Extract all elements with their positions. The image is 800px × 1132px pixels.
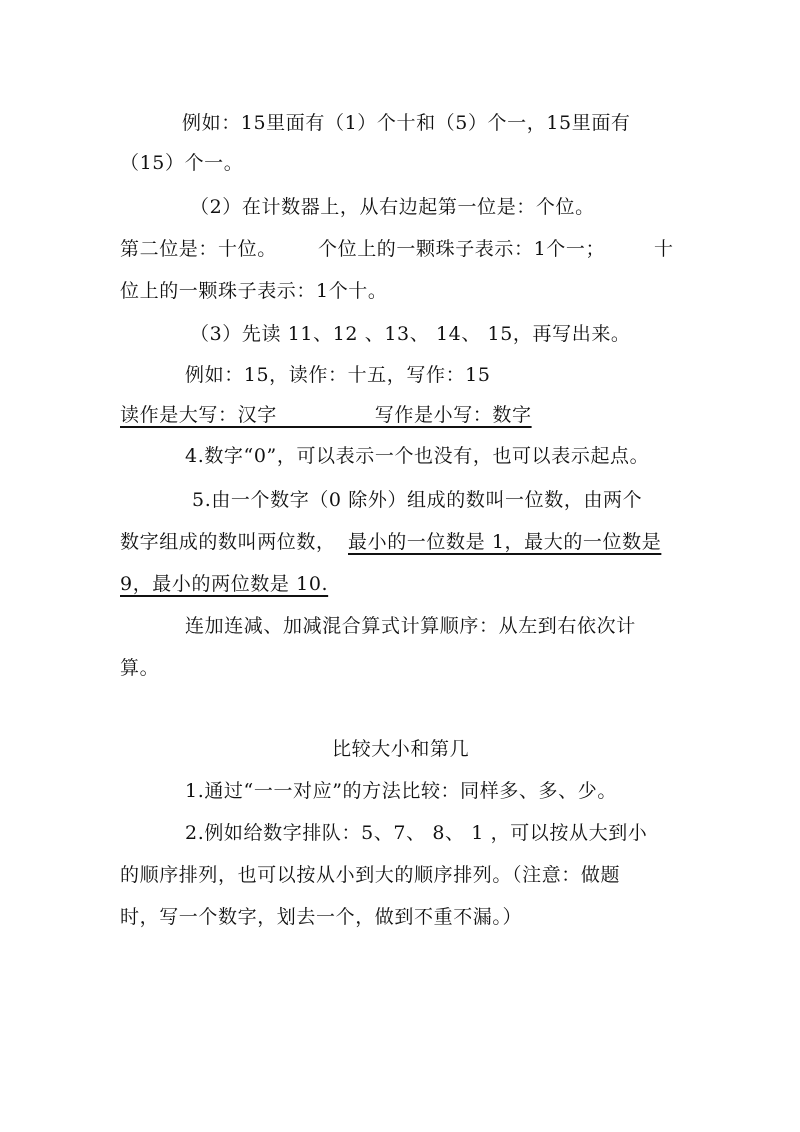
counter-line-2a: 第二位是：十位。 (120, 238, 277, 260)
compare-line-2: 2.例如给数字排队：5、7、 8、 1 ，可以按从大到小 (185, 822, 648, 844)
compare-line-4: 时，写一个数字，划去一个，做到不重不漏。） (120, 906, 523, 928)
read-write-line-1: （3）先读 11、12 、13、 14、 15，再写出来。 (190, 323, 631, 345)
example-line-1: 例如：15里面有（1）个十和（5）个一，15里面有 (182, 112, 631, 134)
digits-line-2b: 最小的一位数是 1，最大的一位数是 (348, 531, 662, 553)
section-title: 比较大小和第几 (332, 738, 470, 760)
counter-line-2b: 个位上的一颗珠子表示：1个一； (318, 238, 606, 260)
counter-line-1: （2）在计数器上，从右边起第一位是：个位。 (190, 196, 595, 218)
order-line-1: 连加连减、加减混合算式计算顺序：从左到右依次计 (185, 615, 636, 637)
compare-line-1: 1.通过“一一对应”的方法比较：同样多、多、少。 (185, 780, 617, 802)
read-write-line-2: 例如：15，读作：十五，写作：15 (185, 364, 491, 386)
example-line-2: （15）个一。 (120, 152, 244, 174)
order-line-2: 算。 (120, 657, 160, 679)
counter-line-2c: 十 (654, 238, 674, 260)
digits-line-1: 5.由一个数字（0 除外）组成的数叫一位数，由两个 (192, 489, 643, 511)
digits-line-2a: 数字组成的数叫两位数， (120, 531, 336, 553)
read-write-line-3: 读作是大写：汉字 写作是小写：数字 (120, 404, 532, 426)
compare-line-3: 的顺序排列，也可以按从小到大的顺序排列。（注意：做题 (120, 864, 621, 886)
counter-line-3: 位上的一颗珠子表示：1个十。 (120, 280, 388, 302)
digits-line-3: 9，最小的两位数是 10. (120, 573, 329, 595)
zero-line: 4.数字“0”，可以表示一个也没有，也可以表示起点。 (185, 445, 650, 467)
